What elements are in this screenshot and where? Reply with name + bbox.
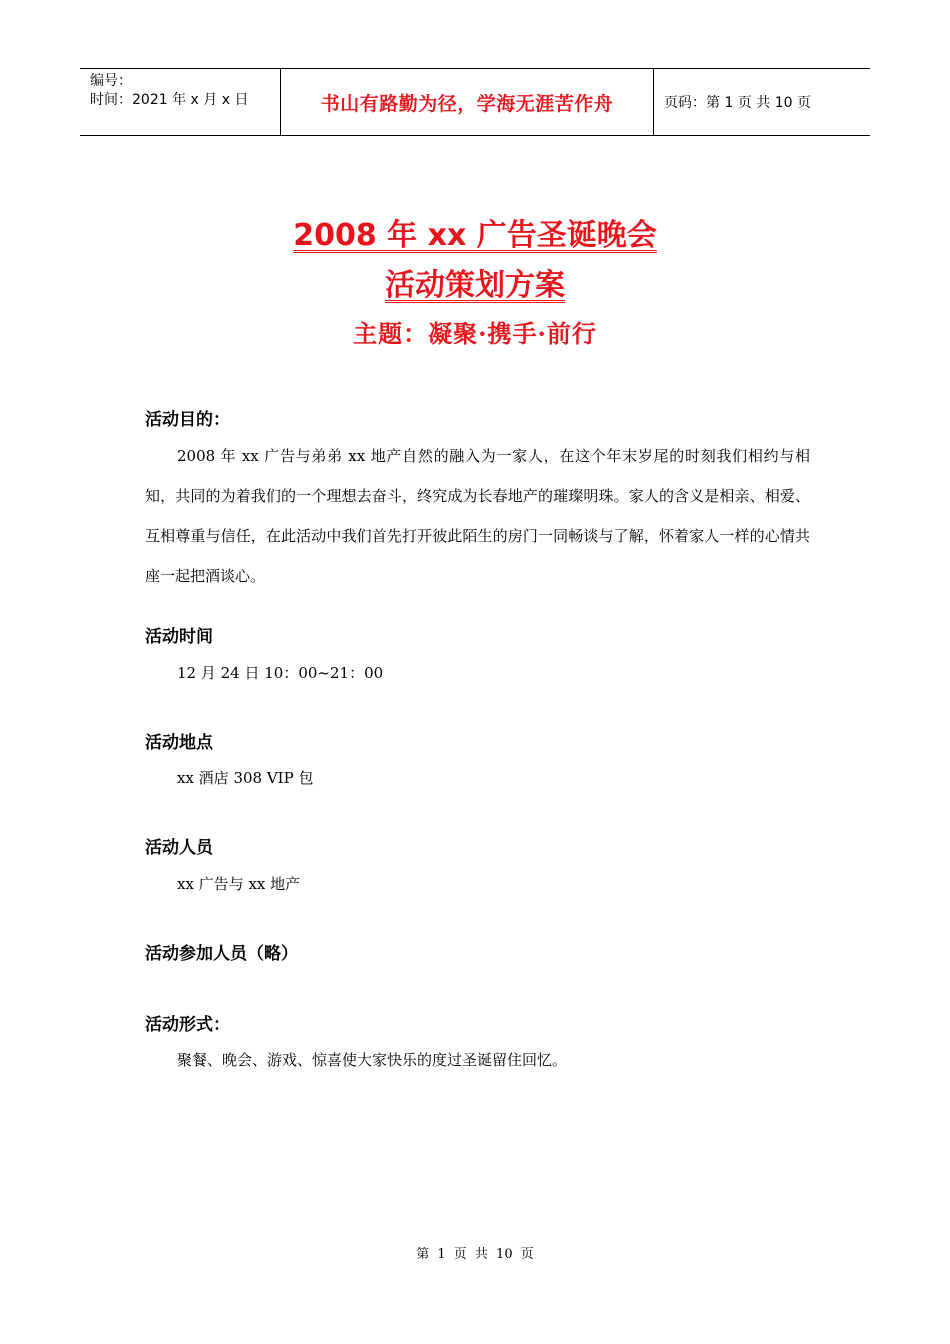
document-title-line2 (0, 264, 950, 308)
people-value: xx 广告与 xx 地产 (177, 875, 301, 893)
document-date: 时间：2021 年 x 月 x 日 (90, 92, 249, 108)
purpose-heading: 活动目的： (145, 410, 230, 430)
document-number-label: 编号： (90, 73, 132, 89)
format-heading: 活动形式： (145, 1015, 230, 1035)
header-motto: 书山有路勤为径，学海无涯苦作舟 (281, 69, 654, 135)
participants-heading: 活动参加人员（略） (145, 944, 298, 964)
purpose-paragraph: 2008 年 xx 广告与弟弟 xx 地产自然的融入为一家人，在这个年末岁尾的时刻我们相约与相知，共同的为着我们的一个理想去奋斗，终究成为长春地产的璀璨明珠。家人的含义是相亲、相爱、互相尊重与信任，在此活动中我们首先打开彼此陌生的房门一同畅谈与了解，怀着家人一样的心情共座一起把酒谈心。 (145, 447, 810, 585)
header-page-info: 页码：第 1 页 共 10 页 (664, 95, 811, 111)
location-heading: 活动地点 (145, 733, 213, 753)
title-line1-text: 2008 年 xx 广告圣诞晚会 (293, 218, 657, 253)
location-value: xx 酒店 308 VIP 包 (177, 769, 314, 787)
page-header (80, 68, 870, 136)
page-footer: 第 1 页 共 10 页 (416, 1247, 534, 1262)
title-line2-text: 活动策划方案 (385, 268, 565, 303)
header-meta (80, 69, 281, 135)
document-theme: 主题：凝聚·携手·前行 (353, 319, 597, 348)
document-title-line1 (0, 214, 950, 258)
format-value: 聚餐、晚会、游戏、惊喜使大家快乐的度过圣诞留住回忆。 (177, 1051, 568, 1069)
people-heading: 活动人员 (145, 838, 213, 858)
time-heading: 活动时间 (145, 627, 213, 647)
time-value: 12 月 24 日 10：00~21：00 (177, 664, 384, 682)
